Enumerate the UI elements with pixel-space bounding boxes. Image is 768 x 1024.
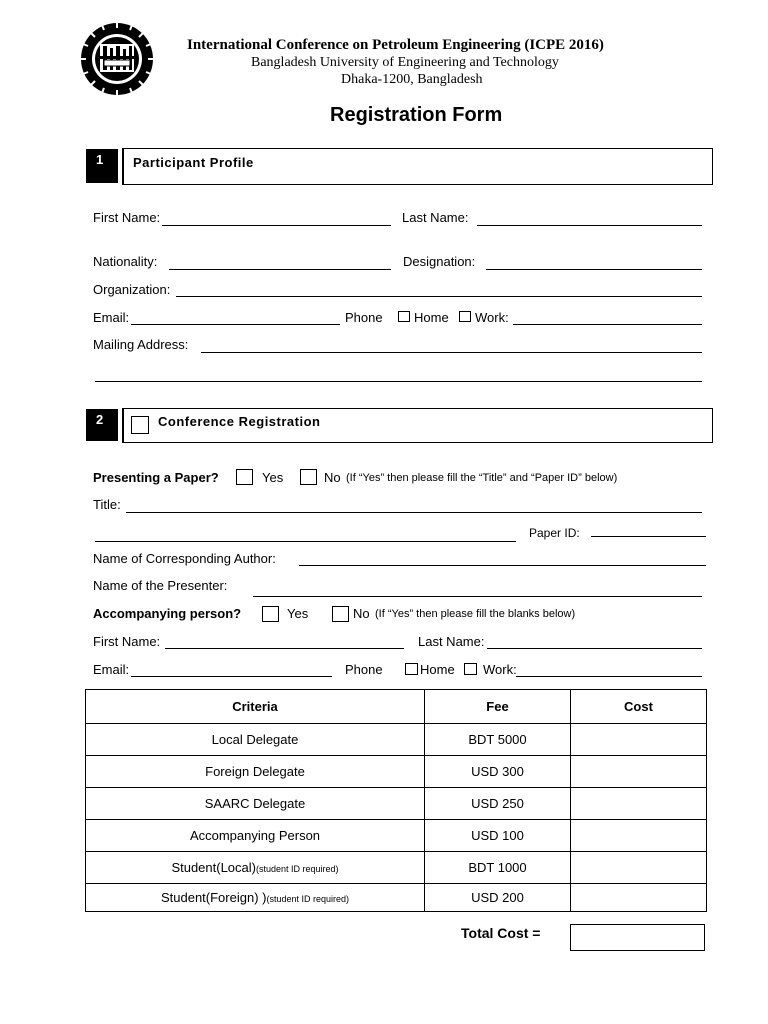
total-cost-field[interactable]	[570, 924, 705, 951]
fee-cell: USD 200	[425, 884, 571, 912]
fee-header: Fee	[425, 690, 571, 724]
nationality-label: Nationality:	[93, 254, 158, 269]
paper-id-field[interactable]	[591, 536, 706, 537]
fee-cell: BDT 5000	[425, 724, 571, 756]
form-title: Registration Form	[330, 104, 503, 126]
last-name-field[interactable]	[477, 225, 702, 226]
cost-cell[interactable]	[571, 788, 707, 820]
cost-cell[interactable]	[571, 820, 707, 852]
acc-email-field[interactable]	[131, 676, 332, 677]
acc-home-label: Home	[420, 662, 455, 677]
section-1-title: Participant Profile	[133, 155, 254, 170]
home-label: Home	[414, 310, 449, 325]
presenting-no-checkbox[interactable]	[300, 469, 317, 485]
email-field[interactable]	[131, 324, 340, 325]
acc-first-name-field[interactable]	[165, 648, 404, 649]
presenting-yes-label: Yes	[262, 470, 284, 485]
criteria-cell: Student(Foreign) )	[160, 890, 267, 905]
paper-title-label: Title:	[93, 497, 121, 512]
corresponding-author-field[interactable]	[299, 565, 706, 566]
acc-last-name-field[interactable]	[487, 648, 702, 649]
designation-label: Designation:	[403, 254, 476, 269]
presenter-field[interactable]	[253, 596, 702, 597]
mailing-address-field-2[interactable]	[95, 381, 702, 382]
acc-last-name-label: Last Name:	[418, 634, 485, 649]
criteria-cell: Foreign Delegate	[205, 764, 305, 779]
presenting-paper-label: Presenting a Paper?	[93, 470, 219, 485]
mailing-address-label: Mailing Address:	[93, 337, 189, 352]
accompanying-yes-checkbox[interactable]	[262, 606, 279, 622]
table-row	[86, 756, 707, 788]
criteria-cell: Accompanying Person	[189, 828, 321, 843]
accompanying-label: Accompanying person?	[93, 606, 242, 621]
accompanying-note: (If “Yes” then please fill the blanks below)	[375, 608, 576, 620]
accompanying-yes-label: Yes	[287, 606, 309, 621]
mailing-address-field[interactable]	[201, 352, 702, 353]
last-name-label: Last Name:	[402, 210, 469, 225]
criteria-header: Criteria	[86, 690, 425, 724]
acc-phone-label: Phone	[345, 662, 383, 677]
phone-label: Phone	[345, 310, 383, 325]
acc-work-checkbox[interactable]	[464, 663, 477, 675]
presenting-note: (If “Yes” then please fill the “Title” and “Paper ID” below)	[346, 472, 618, 484]
section-2-title: Conference Registration	[158, 414, 321, 429]
cost-cell[interactable]	[571, 884, 707, 912]
presenter-label: Name of the Presenter:	[93, 578, 228, 593]
section-1-number: 1	[86, 149, 118, 183]
criteria-note: (student ID required)	[266, 894, 350, 904]
table-row	[86, 884, 707, 912]
table-row	[86, 788, 707, 820]
fee-cell: BDT 1000	[425, 852, 571, 884]
phone-field[interactable]	[513, 324, 702, 325]
work-checkbox[interactable]	[459, 311, 471, 322]
cost-cell[interactable]	[571, 756, 707, 788]
corresponding-author-label: Name of Corresponding Author:	[93, 551, 276, 566]
presenting-no-label: No	[324, 470, 341, 485]
accompanying-no-label: No	[353, 606, 370, 621]
criteria-cell: Student(Local)	[171, 860, 256, 875]
table-row	[86, 724, 707, 756]
acc-first-name-label: First Name:	[93, 634, 161, 649]
university-name: Bangladesh University of Engineering and Technology	[251, 55, 559, 70]
acc-phone-field[interactable]	[516, 676, 702, 677]
criteria-note: (student ID required)	[256, 864, 339, 874]
paper-title-field[interactable]	[126, 512, 702, 513]
accompanying-no-checkbox[interactable]	[332, 606, 349, 622]
acc-work-label: Work:	[483, 662, 517, 677]
cost-cell[interactable]	[571, 724, 707, 756]
nationality-field[interactable]	[169, 269, 391, 270]
fee-cell: USD 100	[425, 820, 571, 852]
buet-logo-icon	[80, 22, 154, 96]
fee-cell: USD 300	[425, 756, 571, 788]
conference-registration-checkbox[interactable]	[131, 416, 149, 434]
work-label: Work:	[475, 310, 509, 325]
section-2-number: 2	[86, 409, 118, 441]
criteria-cell: Local Delegate	[211, 732, 299, 747]
organization-field[interactable]	[176, 296, 702, 297]
total-cost-label: Total Cost =	[461, 925, 541, 941]
home-checkbox[interactable]	[398, 311, 410, 322]
cost-header: Cost	[571, 690, 707, 724]
organization-label: Organization:	[93, 282, 171, 297]
cost-cell[interactable]	[571, 852, 707, 884]
university-address: Dhaka-1200, Bangladesh	[341, 72, 483, 87]
table-row	[86, 820, 707, 852]
conference-title: International Conference on Petroleum Engineering (ICPE 2016)	[187, 37, 604, 53]
fee-cell: USD 250	[425, 788, 571, 820]
presenting-yes-checkbox[interactable]	[236, 469, 253, 485]
first-name-label: First Name:	[93, 210, 161, 225]
table-row	[86, 852, 707, 884]
designation-field[interactable]	[486, 269, 702, 270]
criteria-cell: SAARC Delegate	[204, 796, 306, 811]
acc-home-checkbox[interactable]	[405, 663, 418, 675]
email-label: Email:	[93, 310, 130, 325]
acc-email-label: Email:	[93, 662, 130, 677]
paper-id-label: Paper ID:	[529, 526, 580, 540]
paper-title-field-2[interactable]	[95, 541, 516, 542]
first-name-field[interactable]	[162, 225, 391, 226]
fee-table	[85, 689, 707, 912]
